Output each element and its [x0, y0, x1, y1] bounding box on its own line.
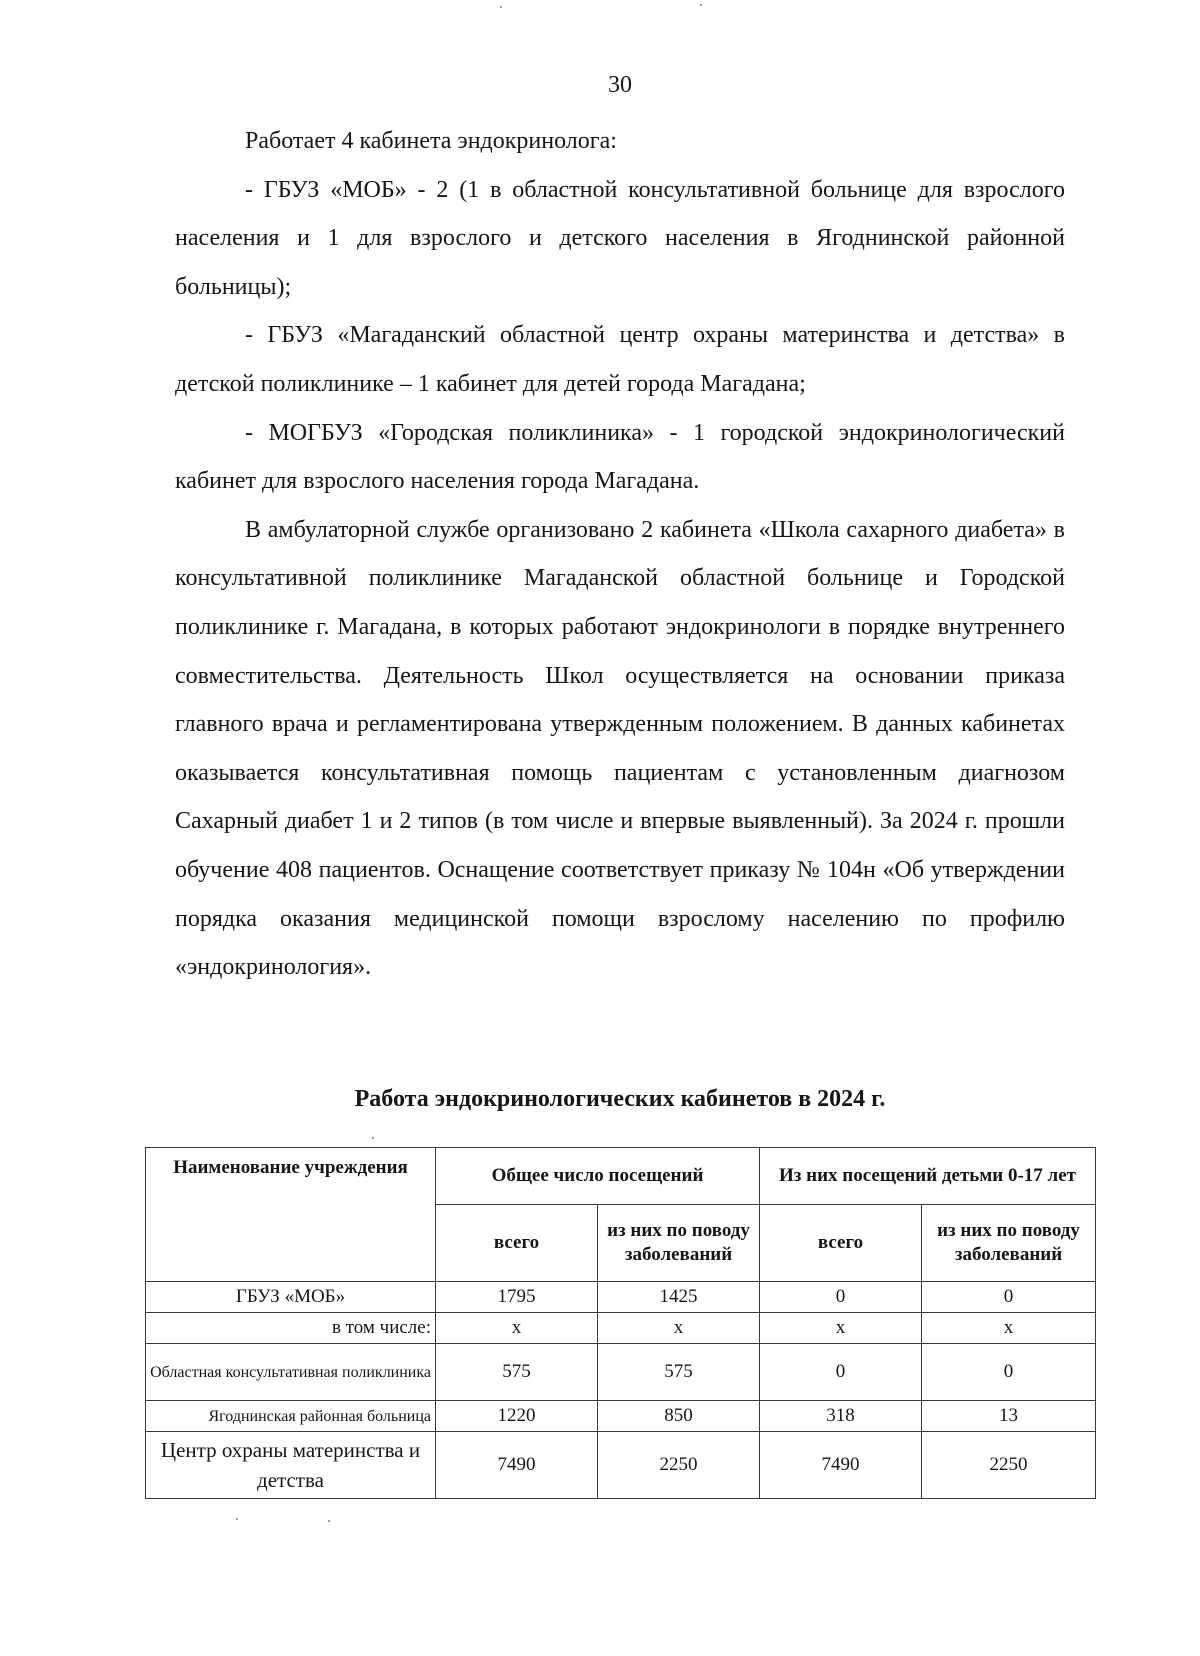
cell-total-all: 7490: [436, 1432, 598, 1499]
cell-children-diseases: 0: [922, 1282, 1096, 1313]
cell-total-diseases: 850: [598, 1401, 760, 1432]
table-row: [146, 1432, 1096, 1499]
row-name: Ягоднинская районная больница: [146, 1401, 436, 1432]
paragraph-mob: - ГБУЗ «МОБ» - 2 (1 в областной консультативной больнице для взрослого населения и 1 для взрослого и детского населения в Ягоднинской районной больницы);: [175, 176, 1065, 300]
cell-total-diseases: 575: [598, 1344, 760, 1401]
header-children-group: Из них посещений детьми 0-17 лет: [760, 1148, 1096, 1205]
page-number: 30: [608, 72, 632, 98]
row-name: Областная консультативная поликлиника: [146, 1344, 436, 1401]
cell-children-all: 7490: [760, 1432, 922, 1499]
table-row: [146, 1282, 1096, 1313]
paragraph-center: - ГБУЗ «Магаданский областной центр охраны материнства и детства» в детской поликлинике – 1 кабинет для детей города Магадана;: [175, 322, 1065, 397]
cell-children-all: х: [760, 1313, 922, 1344]
cell-children-all: 318: [760, 1401, 922, 1432]
paragraph-city-clinic: - МОГБУЗ «Городская поликлиника» - 1 городской эндокринологический кабинет для взрослого населения города Магадана.: [175, 419, 1065, 495]
cell-children-diseases: 2250: [922, 1432, 1096, 1499]
header-name: Наименование учреждения: [146, 1148, 436, 1282]
scan-speck: [236, 1518, 238, 1520]
cell-children-all: 0: [760, 1344, 922, 1401]
header-total-group: Общее число посещений: [436, 1148, 760, 1205]
cell-total-all: 575: [436, 1344, 598, 1401]
cell-children-diseases: х: [922, 1313, 1096, 1344]
row-name: ГБУЗ «МОБ»: [146, 1282, 436, 1313]
header-total-diseases: из них по поводу заболеваний: [598, 1205, 760, 1282]
paragraph-intro: Работает 4 кабинета эндокринолога:: [245, 128, 617, 154]
header-children-all: всего: [760, 1205, 922, 1282]
body-text: [175, 117, 1065, 992]
table-row: [146, 1401, 1096, 1432]
header-total-all: всего: [436, 1205, 598, 1282]
endocrinology-table: [145, 1147, 1096, 1499]
scan-speck: [372, 1137, 374, 1139]
row-name: в том числе:: [146, 1313, 436, 1344]
scan-speck: [700, 4, 702, 6]
cell-total-all: 1220: [436, 1401, 598, 1432]
table-title: Работа эндокринологических кабинетов в 2024 г.: [354, 1086, 886, 1112]
paragraph-diabetes-school: В амбулаторной службе организовано 2 кабинета «Школа сахарного диабета» в консультативной поликлинике Магаданской областной больнице и Городской поликлинике г. Магадана, в которых работают эндокринологи в порядке внутреннего совместительства. Деятельность Школ осуществляется на основании приказа главного врача и регламентирована утвержденным положением. В данных кабинетах оказывается консультативная помощь пациентам с установленным диагнозом Сахарный диабет 1 и 2 типов (в том числе и впервые выявленный). За 2024 г. прошли обучение 408 пациентов. Оснащение соответствует приказу № 104н «Об утверждении порядка оказания медицинской помощи взрослому населению по профилю «эндокринология».: [175, 516, 1065, 981]
header-children-diseases: из них по поводу заболеваний: [922, 1205, 1096, 1282]
cell-total-all: 1795: [436, 1282, 598, 1313]
cell-total-diseases: х: [598, 1313, 760, 1344]
cell-children-all: 0: [760, 1282, 922, 1313]
cell-total-all: х: [436, 1313, 598, 1344]
cell-total-diseases: 2250: [598, 1432, 760, 1499]
cell-children-diseases: 13: [922, 1401, 1096, 1432]
cell-children-diseases: 0: [922, 1344, 1096, 1401]
table-row: [146, 1313, 1096, 1344]
cell-total-diseases: 1425: [598, 1282, 760, 1313]
row-name: Центр охраны материнства и детства: [146, 1432, 436, 1499]
scan-speck: [328, 1520, 330, 1522]
table-row: [146, 1344, 1096, 1401]
scan-speck: [500, 6, 502, 8]
